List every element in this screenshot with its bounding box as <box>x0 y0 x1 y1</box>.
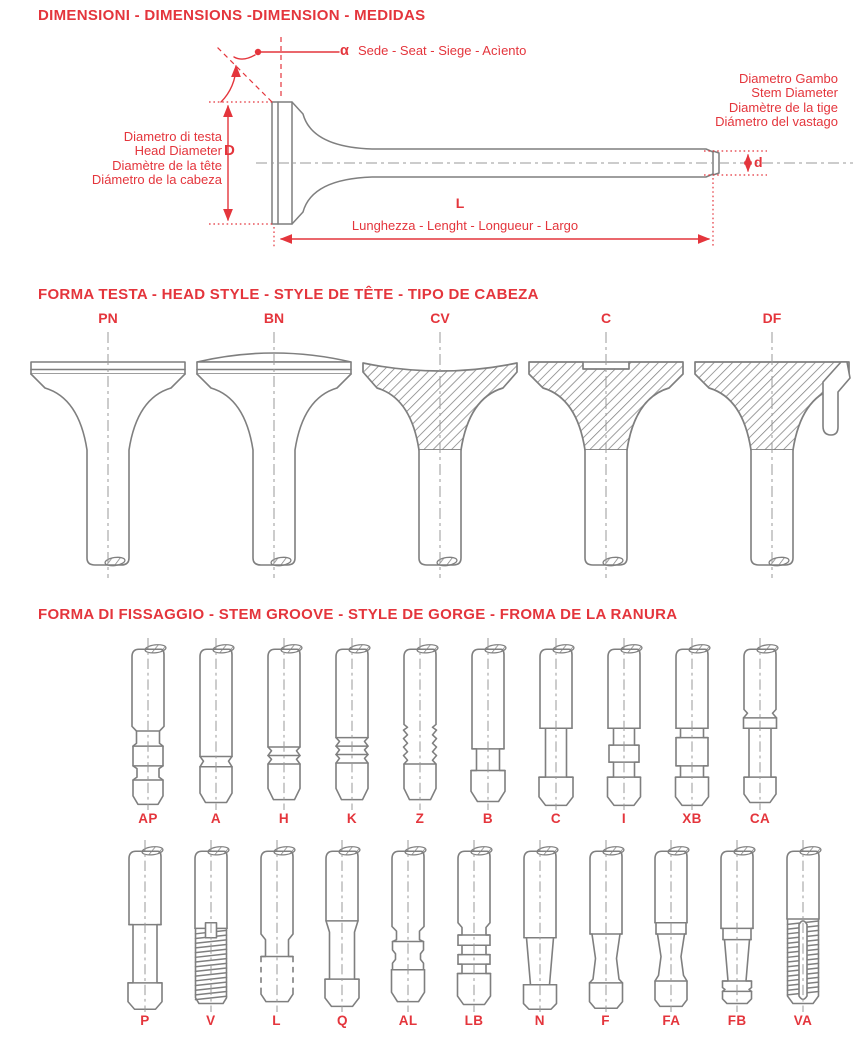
valve-stem-drawing <box>183 840 239 1012</box>
length-label: Lunghezza - Lenght - Longueur - Largo <box>351 218 579 233</box>
stem-groove-item <box>392 638 448 826</box>
stem-groove-label: FB <box>727 1013 747 1028</box>
stem-groove-label: L <box>272 1013 281 1028</box>
stem-groove-label: Q <box>336 1013 348 1028</box>
valve-stem-drawing <box>643 840 699 1012</box>
head-style-item <box>191 310 357 578</box>
stem-groove-item <box>528 638 584 826</box>
valve-stem-drawing <box>460 638 516 810</box>
valve-head-drawing-pn <box>25 332 191 578</box>
valve-stem-drawing <box>392 638 448 810</box>
stem-groove-label: Z <box>415 811 425 826</box>
valve-head-drawing-bn <box>191 332 357 578</box>
valve-stem-drawing <box>314 840 370 1012</box>
stem-groove-label: K <box>346 811 358 826</box>
head-style-section <box>0 286 860 586</box>
stem-groove-item <box>596 638 652 826</box>
stem-groove-section <box>0 604 860 1051</box>
stem-diameter-label-line: Stem Diameter <box>751 85 838 101</box>
head-style-item <box>689 310 855 578</box>
stem-groove-item <box>775 840 831 1028</box>
stem-diameter-symbol: d <box>754 154 763 170</box>
stem-groove-item <box>578 840 634 1028</box>
stem-groove-label: P <box>140 1013 150 1028</box>
stem-diameter-label <box>640 72 838 130</box>
section-title: FORMA TESTA - HEAD STYLE - STYLE DE TÊTE - TIPO DE CABEZA <box>38 286 539 303</box>
stem-groove-item <box>120 638 176 826</box>
valve-head-drawing-cv <box>357 332 523 578</box>
valve-stem-drawing <box>709 840 765 1012</box>
length-symbol: L <box>455 195 465 211</box>
stem-groove-item <box>256 638 312 826</box>
head-style-label: C <box>600 310 612 326</box>
valve-stem-drawing <box>775 840 831 1012</box>
head-style-label: CV <box>430 310 450 326</box>
stem-groove-label: CA <box>749 811 771 826</box>
stem-groove-row-2 <box>117 840 831 1028</box>
valve-head-drawing-df <box>689 332 855 578</box>
stem-groove-label: FA <box>662 1013 681 1028</box>
head-style-label: BN <box>263 310 285 326</box>
head-style-label: DF <box>762 310 782 326</box>
stem-groove-item <box>643 840 699 1028</box>
valve-stem-drawing <box>596 638 652 810</box>
stem-groove-item <box>709 840 765 1028</box>
alpha-symbol: α <box>340 43 349 59</box>
head-style-item <box>357 310 523 578</box>
valve-stem-drawing <box>380 840 436 1012</box>
head-diameter-label-line: Diámetro de la cabeza <box>91 172 222 188</box>
valve-stem-drawing <box>117 840 173 1012</box>
stem-groove-item <box>446 840 502 1028</box>
valve-stem-drawing <box>188 638 244 810</box>
valve-stem-drawing <box>528 638 584 810</box>
head-style-label: PN <box>98 310 118 326</box>
head-style-item <box>25 310 191 578</box>
stem-groove-label: F <box>601 1013 610 1028</box>
stem-groove-item <box>460 638 516 826</box>
stem-diameter-label-line: Diametro Gambo <box>739 71 838 86</box>
valve-stem-drawing <box>664 638 720 810</box>
stem-groove-item <box>314 840 370 1028</box>
stem-groove-label: A <box>210 811 222 826</box>
stem-groove-item <box>664 638 720 826</box>
valve-stem-drawing <box>512 840 568 1012</box>
head-diameter-label-line: Diamètre de la tête <box>112 157 222 173</box>
stem-groove-label: B <box>482 811 494 826</box>
valve-head-drawing-c <box>523 332 689 578</box>
head-diameter-label <box>20 130 222 188</box>
valve-stem-drawing <box>249 840 305 1012</box>
stem-diameter-label-line: Diámetro del vastago <box>715 114 838 130</box>
stem-groove-label: AL <box>398 1013 418 1028</box>
valve-stem-drawing <box>120 638 176 810</box>
head-diameter-symbol: D <box>224 142 235 159</box>
seat-label: Sede - Seat - Siege - Acìento <box>358 43 527 58</box>
stem-groove-item <box>117 840 173 1028</box>
section-title: DIMENSIONI - DIMENSIONS -DIMENSION - MEDIDAS <box>38 7 426 24</box>
stem-groove-row-1 <box>120 638 788 826</box>
head-style-item <box>523 310 689 578</box>
stem-groove-label: VA <box>793 1013 813 1028</box>
stem-groove-item <box>188 638 244 826</box>
stem-groove-label: AP <box>138 811 158 826</box>
stem-groove-item <box>249 840 305 1028</box>
section-title: FORMA DI FISSAGGIO - STEM GROOVE - STYLE DE GORGE - FROMA DE LA RANURA <box>38 606 678 623</box>
head-diameter-label-line: Head Diameter <box>134 143 222 159</box>
valve-stem-drawing <box>324 638 380 810</box>
stem-diameter-label-line: Diamètre de la tige <box>728 99 838 115</box>
stem-groove-item <box>732 638 788 826</box>
head-style-row <box>25 310 855 578</box>
stem-groove-label: XB <box>682 811 702 826</box>
valve-stem-drawing <box>732 638 788 810</box>
valve-stem-drawing <box>256 638 312 810</box>
stem-groove-item <box>324 638 380 826</box>
head-diameter-label-line: Diametro di testa <box>123 129 222 144</box>
valve-stem-drawing <box>578 840 634 1012</box>
dimensions-section <box>0 0 860 262</box>
stem-groove-label: N <box>534 1013 545 1028</box>
valve-stem-drawing <box>446 840 502 1012</box>
stem-groove-item <box>183 840 239 1028</box>
stem-groove-label: LB <box>464 1013 484 1028</box>
stem-groove-item <box>512 840 568 1028</box>
stem-groove-label: V <box>206 1013 216 1028</box>
stem-groove-label: H <box>278 811 290 826</box>
stem-groove-label: C <box>550 811 562 826</box>
stem-groove-label: I <box>621 811 627 826</box>
stem-groove-item <box>380 840 436 1028</box>
